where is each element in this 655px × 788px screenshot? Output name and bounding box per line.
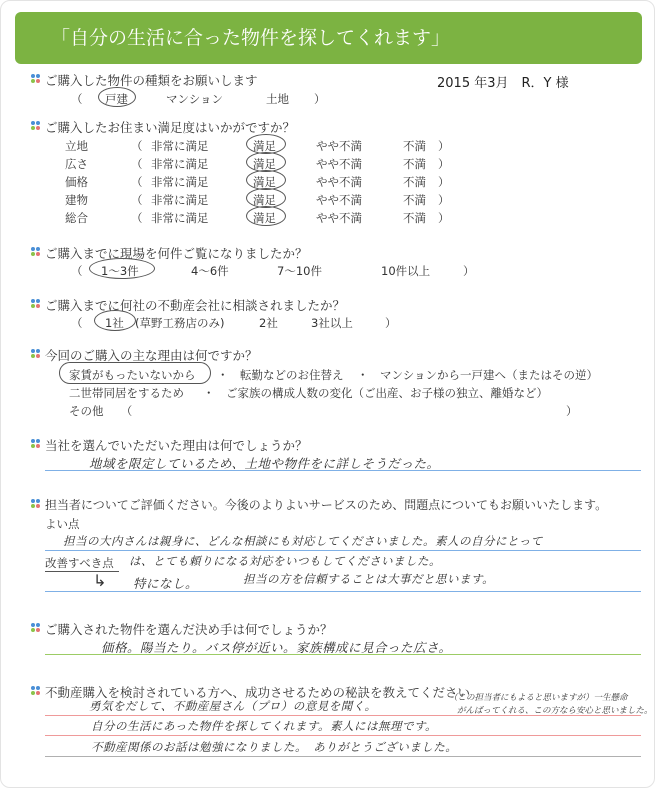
- q8-answer: 価格。陽当たり。バス停が近い。家族構成に見合った広さ。: [101, 640, 452, 655]
- answer-circle: [246, 152, 286, 172]
- q2-level: 満足: [253, 211, 276, 225]
- q5-reason-1: 家賃がもったいないから: [69, 368, 196, 382]
- answer-circle: [246, 188, 286, 208]
- q9-note-1: （この担当者にもよると思いますが）一生懸命: [449, 693, 628, 703]
- answer-rule: [45, 550, 641, 551]
- q2-level: やや不満: [316, 139, 362, 153]
- q2-level: 不満: [403, 175, 426, 189]
- q1-question: ご購入した物件の種類をお願いします: [45, 73, 258, 88]
- q2-level: 不満: [403, 157, 426, 171]
- q1-open: （: [71, 92, 83, 106]
- q2-level: やや不満: [316, 175, 362, 189]
- q7-good-label: よい点: [45, 517, 80, 531]
- answer-circle: [89, 258, 155, 279]
- q2-row-label: 総合: [65, 211, 88, 225]
- answer-rule: [45, 715, 641, 716]
- q2-level: 不満: [403, 193, 426, 207]
- q4-option-2: 2社: [259, 316, 278, 330]
- q9-answer-1: 勇気をだして、不動産屋さん（プロ）の意見を聞く。: [89, 699, 377, 713]
- q4-option-note: (草野工務店のみ): [135, 316, 225, 330]
- q1-option-1: 戸建: [105, 92, 128, 106]
- bullet-icon: [31, 349, 40, 359]
- q2-level: 満足: [253, 157, 276, 171]
- q7-question: 担当者についてご評価ください。今後のよりよいサービスのため、問題点についてもお願いいたします。: [45, 498, 608, 512]
- q2-level: やや不満: [316, 211, 362, 225]
- q2-level: 非常に満足: [151, 157, 209, 171]
- q7-improve-label: 改善すべき点: [45, 556, 114, 570]
- q5-question: 今回のご購入の主な理由は何ですか？: [45, 348, 258, 363]
- bullet-icon: [31, 121, 40, 131]
- answer-rule: [45, 470, 641, 471]
- survey-sheet: 「自分の生活に合った物件を探してくれます」 2015 年3月 R．Y 様 ご購入した物件の種類をお願いします （ 戸建 マンション 土地 ） ご購入したお住まい満足度はいかがですか？ 立地 （ 非常に満足 満足 やや不満 不満 ） 広さ （ 非常に満足 満足 やや不満 不満 ） 価格 （ 非常に満足 満足 やや不満 不満 ） 建物 （ 非常に満足 満足 やや不満 不満 ） 総合 （ 非常に満足 満足 やや不満 不満 ） ご購入までに現場を何件ご覧になりましたか？ （ 1～3件 4～6件 7～10件 10件以上 ） ご購入までに何社の不動産会社に相談されましたか？ （ 1社 (草野工務店のみ) 2社 3社以上 ） 今回のご購入の主な理由は何ですか？ 家賃がもったいないから ・ 転勤などのお住替え ・ マンションから一戸建へ（またはその逆） 二世帯同居をするため ・ ご家族の構成人数の変化（ご出産、お子様の独立、離婚など） その他 （ ） 当社を選んでいただいた理由は何でしょうか？ 地域を限定しているため、土地や物件をに詳しそうだった。 担当者についてご評価ください。今後のよりよいサービスのため、問題点についてもお願いいたします。 よい点 担当の大内さんは親身に、どんな相談にも対応してくださいました。素人の自分にとって 改善すべき点 は、とても頼りになる対応をいつもしてくださいました。 ↳ 特になし。 担当の方を信頼することは大事だと思います。 ご購入された物件を選んだ決め手は何でしょうか？ 価格。陽当たり。バス停が近い。家族構成に見合った広さ。 不動産購入を検討されている方へ、成功させるための秘訣を教えてください 勇気をだして、不動産屋さん（プロ）の意見を聞く。 （この担当者にもよると思いますが）一生懸命 がんばってくれる、この方なら安心と思いました。 自分の生活にあった物件を探してくれます。素人には無理です。 不動産関係のお話は勉強になりました。 ありがとうございました。: [0, 0, 655, 788]
- bullet-icon: [31, 623, 40, 633]
- q1-option-3: 土地: [266, 92, 289, 106]
- bullet-icon: [31, 499, 40, 509]
- q8-question: ご購入された物件を選んだ決め手は何でしょうか？: [45, 622, 333, 637]
- q9-answer-3: 不動産関係のお話は勉強になりました。 ありがとうございました。: [91, 740, 458, 754]
- q2-level: 非常に満足: [151, 211, 209, 225]
- q4-option-1: 1社: [105, 316, 124, 330]
- customer-meta: 2015 年3月 R．Y 様: [437, 76, 569, 91]
- q1-close: ）: [314, 92, 326, 106]
- q3-option-4: 10件以上: [381, 264, 431, 278]
- q4-question: ご購入までに何社の不動産会社に相談されましたか？: [45, 298, 346, 313]
- q9-note-2: がんばってくれる、この方なら安心と思いました。: [457, 706, 653, 716]
- bullet-icon: [31, 247, 40, 257]
- answer-circle: [94, 310, 136, 331]
- bullet-icon: [31, 686, 40, 696]
- q2-level: 非常に満足: [151, 175, 209, 189]
- answer-rule: [45, 756, 641, 757]
- q2-level: 満足: [253, 193, 276, 207]
- q7-good-answer-1: 担当の大内さんは親身に、どんな相談にも対応してくださいました。素人の自分にとって: [63, 534, 543, 548]
- q3-option-2: 4～6件: [191, 264, 229, 278]
- q2-level: 満足: [253, 175, 276, 189]
- bullet-icon: [31, 74, 40, 84]
- q9-question: 不動産購入を検討されている方へ、成功させるための秘訣を教えてください: [45, 685, 471, 700]
- q6-question: 当社を選んでいただいた理由は何でしょうか？: [45, 438, 308, 453]
- bullet-icon: [31, 299, 40, 309]
- answer-circle: [246, 134, 286, 154]
- q5-reason-3: ・ マンションから一戸建へ（またはその逆）: [357, 368, 598, 382]
- answer-rule: [45, 591, 641, 592]
- q2-level: 不満: [403, 139, 426, 153]
- q2-level: 不満: [403, 211, 426, 225]
- q2-question: ご購入したお住まい満足度はいかがですか？: [45, 120, 296, 135]
- q7-improve-answer: 特になし。: [133, 576, 199, 591]
- q4-option-3: 3社以上: [311, 316, 353, 330]
- q2-row-label: 建物: [65, 193, 88, 207]
- q5-reason-4: 二世帯同居をするため: [69, 386, 184, 400]
- title-banner: 「自分の生活に合った物件を探してくれます」: [15, 12, 642, 64]
- q2-row-label: 立地: [65, 139, 88, 153]
- answer-circle: [246, 170, 286, 190]
- label-underline: [45, 571, 119, 572]
- q7-improve-answer-2: 担当の方を信頼することは大事だと思います。: [243, 572, 495, 586]
- q2-row-label: 広さ: [65, 157, 88, 171]
- q5-other-close: ）: [566, 404, 578, 418]
- q5-reason-5: ・ ご家族の構成人数の変化（ご出産、お子様の独立、離婚など）: [203, 386, 548, 400]
- bullet-icon: [31, 439, 40, 449]
- q2-level: 非常に満足: [151, 193, 209, 207]
- q6-answer: 地域を限定しているため、土地や物件をに詳しそうだった。: [89, 456, 440, 471]
- q2-row-label: 価格: [65, 175, 88, 189]
- q3-question: ご購入までに現場を何件ご覧になりましたか？: [45, 246, 308, 261]
- q2-level: やや不満: [316, 157, 362, 171]
- answer-rule: [45, 654, 641, 655]
- q1-option-2: マンション: [166, 92, 223, 106]
- answer-circle: [246, 206, 286, 226]
- arrow-icon: ↳: [93, 571, 107, 590]
- q3-option-3: 7～10件: [277, 264, 322, 278]
- answer-circle: [98, 87, 136, 107]
- q2-level: やや不満: [316, 193, 362, 207]
- q7-good-answer-2: は、とても頼りになる対応をいつもしてくださいました。: [129, 554, 441, 568]
- answer-circle: [59, 362, 211, 384]
- q3-option-1: 1～3件: [101, 264, 139, 278]
- q5-reason-2: ・ 転勤などのお住替え: [217, 368, 344, 382]
- q5-other: その他 （: [69, 404, 133, 418]
- q2-level: 非常に満足: [151, 139, 209, 153]
- answer-rule: [45, 735, 641, 736]
- q2-level: 満足: [253, 139, 276, 153]
- q9-answer-2: 自分の生活にあった物件を探してくれます。素人には無理です。: [91, 719, 438, 733]
